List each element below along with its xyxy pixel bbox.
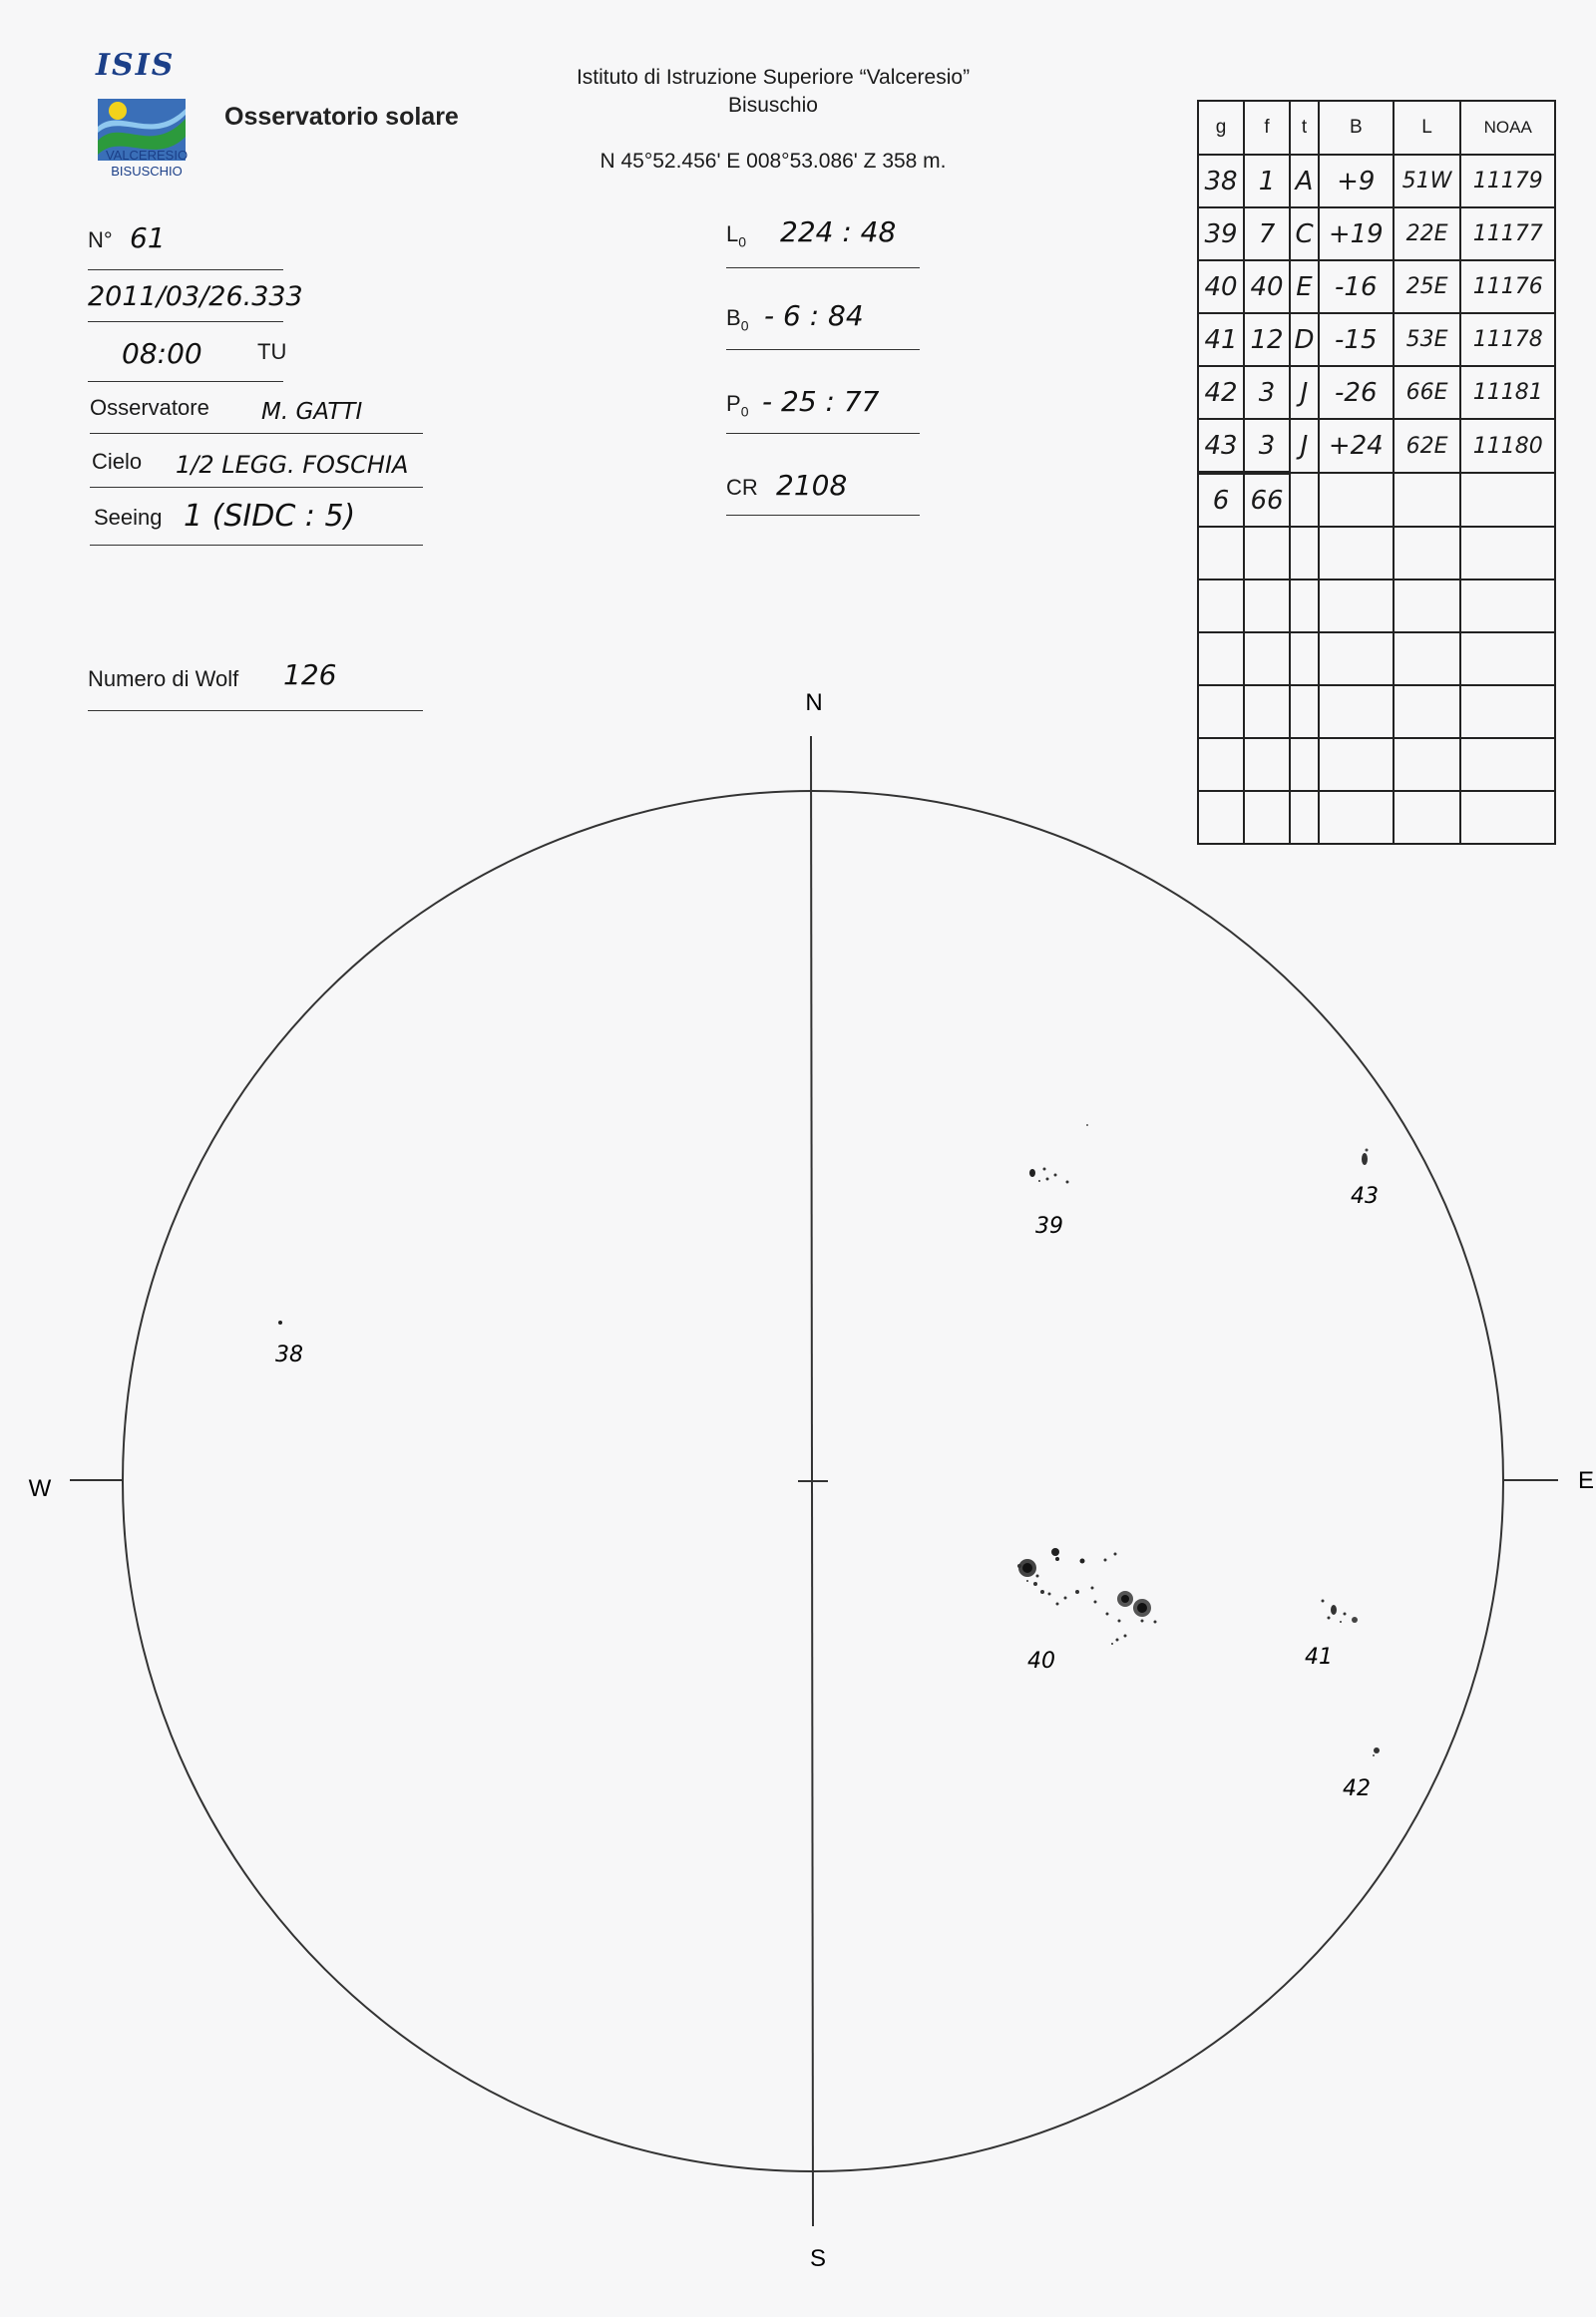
p0-value: - 25 : 77 [762,385,880,418]
table-cell: 11180 [1460,419,1555,473]
table-cell: 38 [1198,155,1244,207]
column-header: g [1198,101,1244,155]
column-header: NOAA [1460,101,1555,155]
observer-name: M. GATTI [261,399,363,425]
table-cell: 1 [1244,155,1290,207]
l0-value: 224 : 48 [780,215,897,248]
logo-caption-1: VALCERESIO [105,148,189,163]
group-label-39: 39 [1035,1214,1063,1239]
table-cell: 43 [1198,419,1244,473]
l0-label: $L_0$ [726,221,747,250]
table-cell: -15 [1319,313,1394,366]
wolf-label: Numero di Wolf [88,666,239,691]
table-cell: 51W [1394,155,1461,207]
table-cell: 11178 [1460,313,1555,366]
sky-condition: 1/2 LEGG. FOSCHIA [176,451,409,479]
table-cell: 11177 [1460,207,1555,260]
table-cell: +24 [1319,419,1394,473]
table-cell: 11181 [1460,366,1555,419]
table-cell: 3 [1244,366,1290,419]
table-cell: +9 [1319,155,1394,207]
total-spots: 66 [1244,473,1290,527]
table-cell: E [1290,260,1319,313]
table-cell: 11176 [1460,260,1555,313]
observation-date: 2011/03/26.333 [88,281,303,312]
sunspot-group-39 [1029,1124,1088,1184]
table-cell: J [1290,366,1319,419]
table-cell: 40 [1198,260,1244,313]
table-cell: -16 [1319,260,1394,313]
east-label: E [1577,1467,1595,1494]
observation-time: 08:00 [122,337,202,370]
observatory-title: Osservatorio solare [224,103,459,131]
sky-label: Cielo [92,449,143,474]
total-groups: 6 [1198,473,1244,527]
sunspot-group-41 [1322,1600,1359,1624]
table-cell: 53E [1394,313,1461,366]
institute-name: Istituto di Istruzione Superiore “Valceresio” [576,66,971,89]
column-header: L [1394,101,1461,155]
cr-value: 2108 [776,469,848,502]
table-cell: 3 [1244,419,1290,473]
group-label-41: 41 [1305,1645,1333,1670]
table-cell: 22E [1394,207,1461,260]
table-cell: 12 [1244,313,1290,366]
column-header: t [1290,101,1319,155]
logo-caption-2: BISUSCHIO [111,164,183,179]
sunspot-group-38 [278,1321,282,1325]
table-cell: 40 [1244,260,1290,313]
sunspot-group-42 [1373,1747,1380,1756]
group-label-43: 43 [1351,1184,1379,1209]
table-cell: J [1290,419,1319,473]
table-cell: 39 [1198,207,1244,260]
table-cell: 25E [1394,260,1461,313]
group-label-42: 42 [1343,1776,1371,1801]
wolf-number: 126 [283,658,337,691]
observatory-coordinates: N 45°52.456' E 008°53.086' Z 358 m. [599,150,947,173]
table-cell: 62E [1394,419,1461,473]
table-cell: 11179 [1460,155,1555,207]
table-cell: C [1290,207,1319,260]
cr-label: CR [726,475,758,500]
table-cell: 42 [1198,366,1244,419]
b0-label: $B_0$ [726,305,749,334]
b0-value: - 6 : 84 [764,299,864,332]
table-cell: 41 [1198,313,1244,366]
seeing-label: Seeing [94,505,163,530]
group-label-40: 40 [1027,1649,1055,1674]
record-number: 61 [130,221,166,254]
table-cell: 66E [1394,366,1461,419]
time-unit: TU [257,339,287,364]
north-label: N [805,689,823,716]
south-label: S [809,2245,827,2272]
seeing-value: 1 (SIDC : 5) [184,499,356,534]
p0-label: $P_0$ [726,391,749,420]
table-cell: 7 [1244,207,1290,260]
sunspot-group-40 [1017,1548,1157,1645]
column-header: B [1319,101,1394,155]
number-label: N° [88,227,113,252]
observer-label: Osservatore [90,395,209,420]
institute-town: Bisuschio [728,94,818,117]
column-header: f [1244,101,1290,155]
table-cell: D [1290,313,1319,366]
west-label: W [28,1475,52,1502]
sunspot-group-43 [1362,1149,1369,1166]
group-label-38: 38 [275,1343,303,1367]
table-cell: A [1290,155,1319,207]
logo-wordmark: ISIS [96,48,176,83]
table-cell: -26 [1319,366,1394,419]
table-cell: +19 [1319,207,1394,260]
